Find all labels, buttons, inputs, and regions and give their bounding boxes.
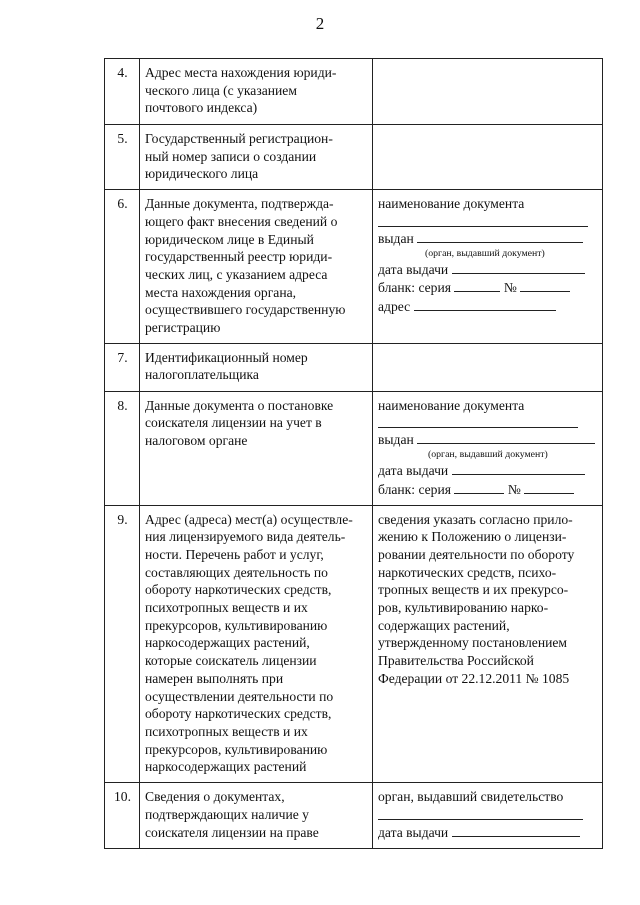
description-line: соискателя лицензии на учет в	[145, 415, 322, 431]
issue-date-label: дата выдачи	[378, 463, 449, 479]
row-value-text	[373, 505, 603, 783]
issue-date-field	[378, 461, 598, 480]
row-number: 8.	[105, 391, 140, 505]
description-line: юридическом лице в Единый	[145, 231, 314, 247]
row-value-empty[interactable]	[373, 343, 603, 391]
row-description	[140, 190, 373, 344]
description-line: психотропных веществ и их	[145, 600, 308, 616]
form-row-10	[105, 783, 603, 849]
row-value-fields	[373, 190, 603, 344]
description-line: психотропных веществ и их	[145, 723, 308, 739]
series-label: бланк: серия	[378, 481, 452, 497]
description-line: наркосодержащих растений	[145, 759, 307, 775]
row-description	[140, 125, 373, 190]
issue-date-field	[378, 823, 598, 842]
description-line: осуществившего государственную	[145, 302, 346, 318]
address-blank[interactable]	[414, 297, 556, 311]
application-form-table	[104, 58, 603, 849]
form-row-9	[105, 505, 603, 783]
value-line: жению к Положению о лицензи-	[378, 529, 567, 545]
row-description	[140, 59, 373, 125]
form-row-8	[105, 391, 603, 505]
description-line: места нахождения органа,	[145, 284, 297, 300]
value-line: содержащих растений,	[378, 617, 510, 633]
row-number: 7.	[105, 343, 140, 391]
form-row-4	[105, 59, 603, 125]
description-line: почтового индекса)	[145, 100, 258, 116]
description-line: Данные документа о постановке	[145, 397, 334, 413]
doc-name-blank[interactable]	[378, 213, 588, 227]
issuer-label: орган, выдавший свидетельство	[378, 789, 564, 805]
description-line: налоговом органе	[145, 433, 248, 449]
value-line: сведения указать согласно прило-	[378, 511, 573, 527]
description-line: Идентификационный номер	[145, 349, 308, 365]
value-line: наркотических средств, психо-	[378, 564, 557, 580]
description-line: которые соискатель лицензии	[145, 653, 317, 669]
issuer-blank[interactable]	[378, 806, 583, 820]
issue-date-blank[interactable]	[452, 823, 580, 837]
description-line: Данные документа, подтвержда-	[145, 196, 334, 212]
description-line: подтверждающих наличие у	[145, 806, 309, 822]
page-number: 2	[315, 14, 325, 33]
description-line: государственный реестр юриди-	[145, 249, 333, 265]
series-field	[378, 480, 598, 499]
issued-field	[378, 229, 598, 248]
address-field	[378, 297, 598, 316]
doc-name-label: наименование документа	[378, 397, 525, 413]
issue-date-blank[interactable]	[452, 260, 585, 274]
row-number: 10.	[105, 783, 140, 849]
description-line: Адрес места нахождения юриди-	[145, 65, 337, 80]
row-value-empty[interactable]	[373, 59, 603, 125]
row-description	[140, 505, 373, 783]
address-label: адрес	[378, 298, 411, 314]
issue-date-label: дата выдачи	[378, 824, 449, 840]
row-value-fields	[373, 391, 603, 505]
row-number: 6.	[105, 190, 140, 344]
description-line: намерен выполнять при	[145, 670, 284, 686]
issued-blank[interactable]	[417, 430, 595, 444]
row-description	[140, 343, 373, 391]
description-line: ющего факт внесения сведений о	[145, 213, 338, 229]
description-line: прекурсоров, культивированию	[145, 617, 328, 633]
description-line: ния лицензируемого вида деятель-	[145, 529, 346, 545]
description-line: Адрес (адреса) мест(а) осуществле-	[145, 511, 353, 527]
description-line: Сведения о документах,	[145, 789, 285, 805]
description-line: обороту наркотических средств,	[145, 582, 332, 598]
row-value-empty[interactable]	[373, 125, 603, 190]
description-line: регистрацию	[145, 320, 221, 336]
description-line: обороту наркотических средств,	[145, 706, 332, 722]
description-line: ности. Перечень работ и услуг,	[145, 546, 324, 562]
doc-name-blank[interactable]	[378, 414, 578, 428]
description-line: соискателя лицензии на праве	[145, 824, 319, 840]
doc-name-label: наименование документа	[378, 196, 525, 212]
number-blank[interactable]	[520, 278, 570, 292]
form-row-5	[105, 125, 603, 190]
issued-field	[378, 430, 598, 449]
row-number: 5.	[105, 125, 140, 190]
issued-blank[interactable]	[417, 229, 583, 243]
description-line: Государственный регистрацион-	[145, 131, 333, 146]
issued-label: выдан	[378, 432, 414, 448]
series-blank[interactable]	[454, 278, 500, 292]
form-row-6	[105, 190, 603, 344]
description-line: ческих лиц, с указанием адреса	[145, 266, 328, 282]
number-sign: №	[503, 280, 517, 296]
issue-date-field	[378, 260, 598, 279]
issued-label: выдан	[378, 230, 414, 246]
series-field	[378, 278, 598, 297]
description-line: ческого лица (с указанием	[145, 82, 297, 98]
issuer-caption: (орган, выдавший документ)	[425, 247, 545, 259]
value-line: утвержденному постановлением	[378, 635, 568, 651]
description-line: налогоплательщика	[145, 367, 259, 383]
description-line: составляющих деятельность по	[145, 564, 328, 580]
row-value-fields	[373, 783, 603, 849]
description-line: прекурсоров, культивированию	[145, 741, 328, 757]
value-line: Федерации от 22.12.2011 № 1085	[378, 670, 570, 686]
value-line: ров, культивированию нарко-	[378, 600, 549, 616]
row-description	[140, 391, 373, 505]
issue-date-label: дата выдачи	[378, 261, 449, 277]
description-line: наркосодержащих растений,	[145, 635, 310, 651]
issuer-caption: (орган, выдавший документ)	[428, 449, 548, 461]
series-label: бланк: серия	[378, 280, 452, 296]
description-line: осуществлении деятельности по	[145, 688, 334, 704]
row-number: 9.	[105, 505, 140, 783]
number-blank[interactable]	[524, 480, 574, 494]
form-row-7	[105, 343, 603, 391]
value-line: Правительства Российской	[378, 653, 534, 669]
issue-date-blank[interactable]	[452, 461, 585, 475]
number-sign: №	[507, 481, 521, 497]
value-line: ровании деятельности по обороту	[378, 546, 575, 562]
row-number: 4.	[105, 59, 140, 125]
description-line: ный номер записи о создании	[145, 148, 317, 164]
description-line: юридического лица	[145, 166, 259, 182]
series-blank[interactable]	[454, 480, 504, 494]
value-line: тропных веществ и их прекурсо-	[378, 582, 569, 598]
row-description	[140, 783, 373, 849]
